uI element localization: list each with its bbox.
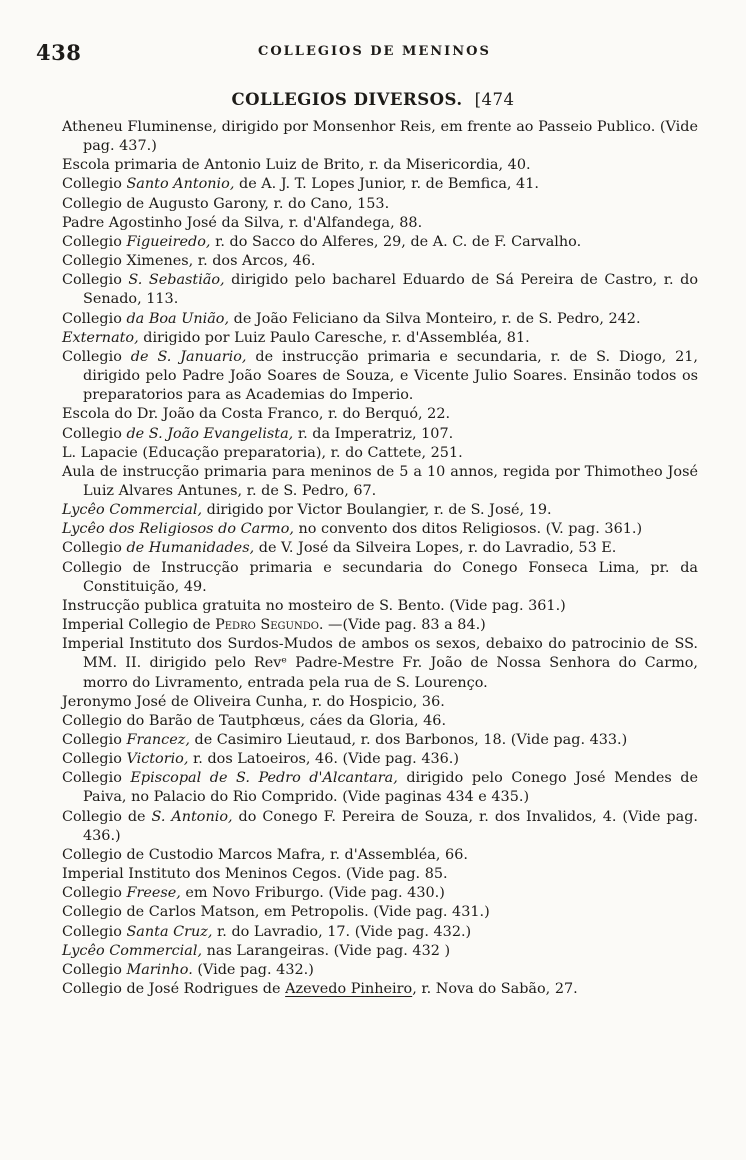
list-item: Lycêo dos Religiosos do Carmo, no convento dos ditos Religiosos. (V. pag. 361.)	[62, 521, 643, 538]
list-item: Collegio Santo Antonio, de A. J. T. Lopes Junior, r. de Bemfica, 41.	[62, 176, 539, 193]
list-item: Collegio S. Sebastião, dirigido pelo bacharel Eduardo de Sá Pereira de Castro, r. do Senado, 113.	[62, 272, 699, 308]
list-item: Collegio de Instrucção primaria e secundaria do Conego Fonseca Lima, pr. da Constituição, 49.	[62, 559, 698, 595]
page-number: 438	[36, 40, 82, 65]
list-item: Collegio de S. Januario, de instrucção primaria e secundaria, r. de S. Diogo, 21, dirigido pelo Padre João Soares de Souza, e Vicente Julio Soares. Ensinão todos os preparatorios para as Academias do Imperio.	[62, 348, 698, 404]
list-item: Jeronymo José de Oliveira Cunha, r. do Hospicio, 36.	[62, 693, 445, 710]
list-item: L. Lapacie (Educação preparatoria), r. do Cattete, 251.	[62, 444, 463, 461]
list-item: Imperial Instituto dos Meninos Cegos. (Vide pag. 85.	[62, 866, 448, 883]
list-item: Atheneu Fluminense, dirigido por Monsenhor Reis, em frente ao Passeio Publico. (Vide pag. 437.)	[62, 119, 698, 155]
list-item: Lycêo Commercial, dirigido por Victor Boulangier, r. de S. José, 19.	[62, 502, 552, 519]
running-head: COLLEGIOS DE MENINOS	[258, 44, 491, 59]
entry-list	[62, 118, 698, 999]
list-item: Collegio Freese, em Novo Friburgo. (Vide pag. 430.)	[62, 885, 445, 902]
list-item: Escola primaria de Antonio Luiz de Brito, r. da Misericordia, 40.	[62, 157, 531, 174]
section-title	[0, 90, 746, 109]
list-item: Collegio do Barão de Tautphœus, cáes da Gloria, 46.	[62, 712, 447, 729]
list-item: Collegio de Carlos Matson, em Petropolis. (Vide pag. 431.)	[62, 904, 490, 921]
list-item: Collegio Ximenes, r. dos Arcos, 46.	[62, 253, 316, 270]
section-ref: [474	[474, 90, 515, 109]
list-item: Collegio Figueiredo, r. do Sacco do Alferes, 29, de A. C. de F. Carvalho.	[62, 233, 582, 250]
list-item: Collegio de S. Antonio, do Conego F. Pereira de Souza, r. dos Invalidos, 4. (Vide pag. 436.)	[62, 808, 698, 844]
list-item: Padre Agostinho José da Silva, r. d'Alfandega, 88.	[62, 214, 423, 231]
list-item: Collegio de Humanidades, de V. José da Silveira Lopes, r. do Lavradio, 53 E.	[62, 540, 617, 557]
list-item: Escola do Dr. João da Costa Franco, r. do Berquó, 22.	[62, 406, 451, 423]
list-item: Collegio da Boa União, de João Feliciano da Silva Monteiro, r. de S. Pedro, 242.	[62, 310, 641, 327]
list-item: Collegio Francez, de Casimiro Lieutaud, r. dos Barbonos, 18. (Vide pag. 433.)	[62, 732, 628, 748]
list-item: Collegio de Custodio Marcos Mafra, r. d'Assembléa, 66.	[62, 846, 468, 863]
list-item: Collegio Marinho. (Vide pag. 432.)	[62, 961, 314, 978]
list-item: Collegio Victorio, r. dos Latoeiros, 46. (Vide pag. 436.)	[62, 751, 459, 768]
section-title-text: COLLEGIOS DIVERSOS.	[231, 90, 463, 109]
list-item: Imperial Collegio de Pedro Segundo. —(Vide pag. 83 a 84.)	[62, 617, 486, 634]
list-item: Imperial Instituto dos Surdos-Mudos de ambos os sexos, debaixo do patrocinio de SS. MM. II. dirigido pelo Revᵉ Padre-Mestre Fr. João de Nossa Senhora do Carmo, morro do Livramento, entrada pela rua de S. Lourenço.	[62, 636, 698, 691]
list-item: Lycêo Commercial, nas Larangeiras. (Vide pag. 432 )	[62, 942, 451, 959]
list-item: Collegio de Augusto Garony, r. do Cano, 153.	[62, 195, 390, 212]
list-item: Instrucção publica gratuita no mosteiro de S. Bento. (Vide pag. 361.)	[62, 597, 566, 614]
list-item: Collegio Episcopal de S. Pedro d'Alcantara, dirigido pelo Conego José Mendes de Paiva, no Palacio do Rio Comprido. (Vide paginas 434 e 435.)	[62, 770, 698, 806]
list-item: Collegio de S. João Evangelista, r. da Imperatriz, 107.	[62, 425, 454, 442]
list-item: Aula de instrucção primaria para meninos de 5 a 10 annos, regida por Thimotheo José Luiz Alvares Antunes, r. de S. Pedro, 67.	[62, 463, 698, 499]
list-item: Collegio de José Rodrigues de Azevedo Pinheiro, r. Nova do Sabão, 27.	[62, 981, 578, 998]
list-item: Collegio Santa Cruz, r. do Lavradio, 17. (Vide pag. 432.)	[62, 923, 472, 940]
list-item: Externato, dirigido por Luiz Paulo Caresche, r. d'Assembléa, 81.	[62, 329, 530, 346]
